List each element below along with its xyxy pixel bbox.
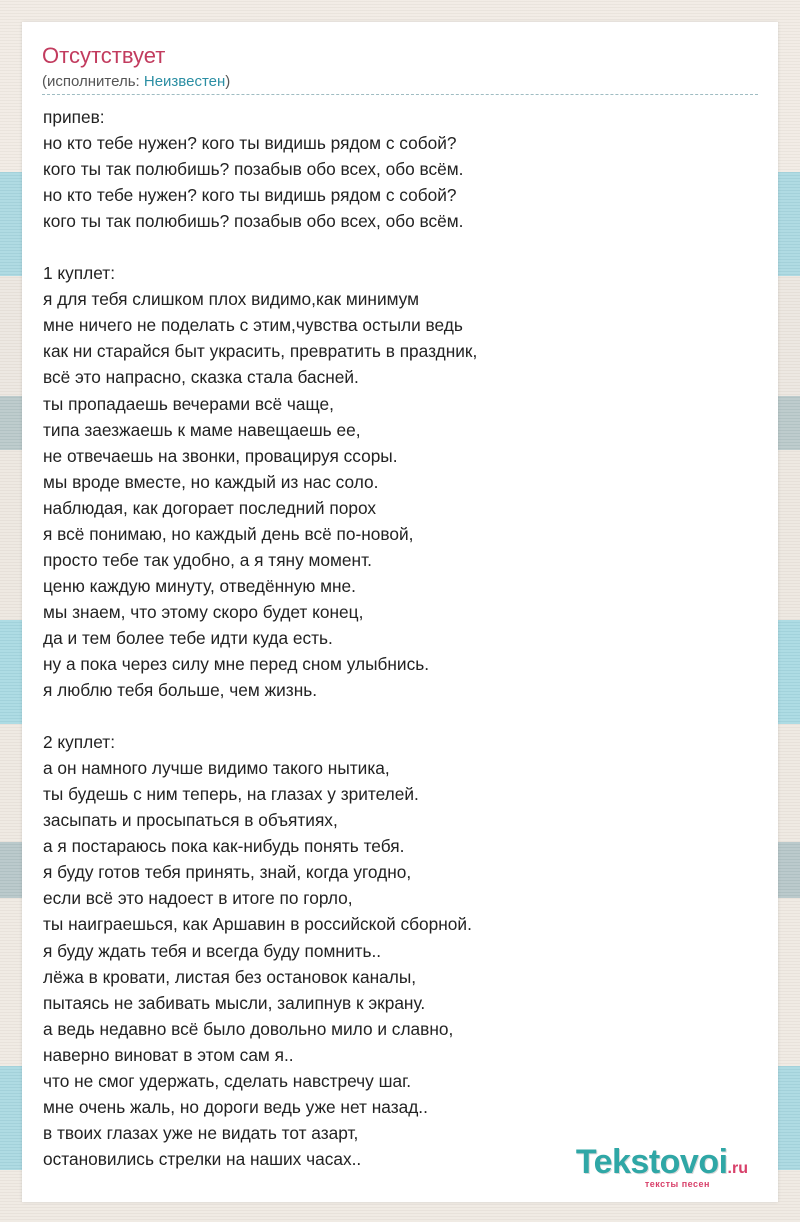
- logo-tagline: тексты песен: [644, 1179, 710, 1189]
- lyric-line: наблюдая, как догорает последний порох: [43, 497, 377, 518]
- artist-prefix: (исполнитель:: [42, 73, 144, 90]
- lyric-line: остановились стрелки на наших часах..: [43, 1148, 362, 1169]
- lyric-line: а ведь недавно всё было довольно мило и славно,: [43, 1018, 454, 1039]
- lyric-line: ценю каждую минуту, отведённую мне.: [43, 575, 356, 596]
- lyric-line: не отвечаешь на звонки, провацируя ссоры.: [43, 445, 398, 466]
- logo-word: Tekstovoi: [575, 1143, 728, 1181]
- lyric-line: ты будешь с ним теперь, на глазах у зрителей.: [43, 784, 419, 805]
- lyric-line: ты пропадаешь вечерами всё чаще,: [43, 393, 334, 414]
- lyric-line: просто тебе так удобно, а я тяну момент.: [43, 549, 372, 570]
- lyric-line: мне ничего не поделать с этим,чувства остыли ведь: [43, 315, 463, 336]
- lyric-line: я буду готов тебя принять, знай, когда угодно,: [43, 862, 412, 883]
- lyric-line: наверно виноват в этом сам я..: [43, 1044, 294, 1065]
- lyric-line: мы вроде вместе, но каждый из нас соло.: [43, 471, 379, 492]
- lyric-line: я всё понимаю, но каждый день всё по-новой,: [43, 523, 414, 544]
- lyric-line: засыпать и просыпаться в объятиях,: [43, 810, 338, 831]
- lyric-line: я буду ждать тебя и всегда буду помнить..: [43, 940, 382, 961]
- lyrics-text: [43, 104, 763, 1172]
- lyric-line: я люблю тебя больше, чем жизнь.: [43, 680, 318, 701]
- lyric-line: да и тем более тебе идти куда есть.: [43, 627, 333, 648]
- lyric-line: а я постараюсь пока как-нибудь понять тебя.: [43, 836, 405, 857]
- lyric-line: [43, 234, 763, 260]
- artist-link[interactable]: Неизвестен: [143, 73, 226, 90]
- site-logo[interactable]: [575, 1143, 748, 1189]
- lyric-line: если всё это надоест в итоге по горло,: [43, 888, 353, 909]
- lyric-line: 1 куплет:: [43, 263, 116, 284]
- lyric-line: лёжа в кровати, листая без остановок каналы,: [43, 966, 417, 987]
- lyric-line: мы знаем, что этому скоро будет конец,: [43, 601, 364, 622]
- lyric-line: припев:: [43, 107, 105, 127]
- lyric-line: ну а пока через силу мне перед сном улыбнись.: [43, 653, 430, 674]
- lyric-line: мне очень жаль, но дороги ведь уже нет назад..: [43, 1096, 428, 1117]
- lyric-line: но кто тебе нужен? кого ты видишь рядом с собой?: [43, 133, 457, 154]
- artist-line: [42, 72, 758, 92]
- lyric-line: типа заезжаешь к маме навещаешь ее,: [43, 419, 361, 440]
- lyric-line: а он намного лучше видимо такого нытика,: [43, 758, 390, 779]
- lyric-line: как ни старайся быт украсить, превратить в праздник,: [43, 341, 478, 362]
- lyric-line: всё это напрасно, сказка стала басней.: [43, 367, 359, 388]
- lyric-line: пытаясь не забивать мысли, залипнув к экрану.: [43, 992, 426, 1013]
- artist-suffix: ): [225, 73, 231, 90]
- lyric-line: ты наиграешься, как Аршавин в российской сборной.: [43, 914, 472, 935]
- lyric-line: кого ты так полюбишь? позабыв обо всех, обо всём.: [43, 211, 464, 232]
- lyric-line: я для тебя слишком плох видимо,как минимум: [43, 289, 419, 310]
- logo-domain: .ru: [727, 1160, 748, 1177]
- header-divider: [42, 94, 758, 95]
- song-header: [42, 42, 758, 95]
- lyric-line: что не смог удержать, сделать навстречу шаг.: [43, 1070, 412, 1091]
- lyric-line: [43, 703, 763, 729]
- lyric-line: 2 куплет:: [43, 732, 116, 753]
- lyric-line: в твоих глазах уже не видать тот азарт,: [43, 1122, 359, 1143]
- lyrics-card: [22, 22, 778, 1202]
- song-title: Отсутствует: [42, 43, 166, 68]
- lyric-line: но кто тебе нужен? кого ты видишь рядом с собой?: [43, 185, 457, 206]
- lyric-line: кого ты так полюбишь? позабыв обо всех, обо всём.: [43, 159, 464, 180]
